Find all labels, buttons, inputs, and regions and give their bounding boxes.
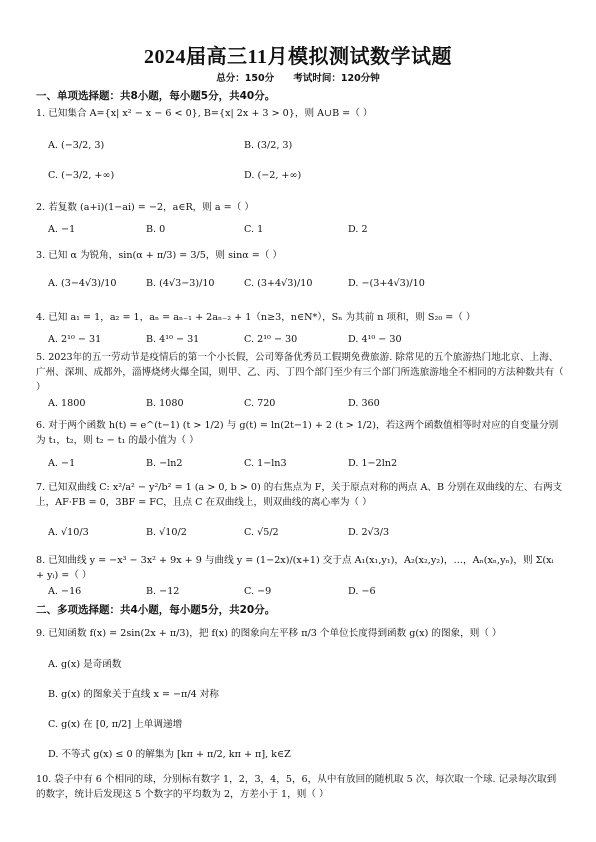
question-4: 4. 已知 a₁ = 1，a₂ = 1，aₙ = aₙ₋₁ + 2aₙ₋₂ + 1（n≥3，n∈N*），Sₙ 为其前 n 项和，则 S₂₀ =（ ） xyxy=(36,312,476,323)
q1-option-b: B. (3/2, 3) xyxy=(244,140,293,151)
question-8: 8. 已知曲线 y = −x³ − 3x² + 9x + 9 与曲线 y = (1−2x)/(x+1) 交于点 A₁(x₁,y₁)，A₂(x₂,y₂)，…，Aₙ(xₙ,yₙ)，则 Σ(xᵢ + yᵢ) =（ ） xyxy=(36,555,554,581)
q2-option-c: C. 1 xyxy=(244,224,264,235)
q1-option-c: C. (−3/2, +∞) xyxy=(48,170,115,181)
q2-option-b: B. 0 xyxy=(146,224,166,235)
q4-option-a: A. 2¹⁰ − 31 xyxy=(48,334,102,345)
question-9: 9. 已知函数 f(x) = 2sin(2x + π/3)，把 f(x) 的图象向左平移 π/3 个单位长度得到函数 g(x) 的图象，则（ ） xyxy=(36,628,502,639)
q9-option-d: D. 不等式 g(x) ≤ 0 的解集为 [kπ + π/2, kπ + π], k∈Z xyxy=(48,749,291,760)
q6-option-d: D. 1−2ln2 xyxy=(348,458,398,469)
page-title: 2024届高三11月模拟测试数学试题 xyxy=(144,46,452,68)
question-7: 7. 已知双曲线 C: x²/a² − y²/b² = 1 (a > 0, b > 0) 的右焦点为 F，关于原点对称的两点 A、B 分别在双曲线的左、右两支上，AF·FB = 0，3BF = FC，且点 C 在双曲线上，则双曲线的离心率为（ ） xyxy=(36,482,563,508)
q9-option-a: A. g(x) 是奇函数 xyxy=(48,659,122,670)
q5-option-a: A. 1800 xyxy=(48,398,86,409)
question-6: 6. 对于两个函数 h(t) = e^(t−1) (t > 1/2) 与 g(t) = ln(2t−1) + 2 (t > 1/2)，若这两个函数值相等时对应的自变量分别为 t₁，t₂，则 t₂ − t₁ 的最小值为（ ） xyxy=(36,420,559,446)
q5-option-c: C. 720 xyxy=(244,398,276,409)
question-2: 2. 若复数 (a+i)(1−ai) = −2，a∈R，则 a =（ ） xyxy=(36,202,254,213)
q1-option-a: A. (−3/2, 3) xyxy=(48,140,105,151)
q3-option-a: A. (3−4√3)/10 xyxy=(48,278,117,289)
q8-option-d: D. −6 xyxy=(348,586,376,597)
q8-option-b: B. −12 xyxy=(146,586,180,597)
section-heading-single: 一、单项选择题：共8小题，每小题5分，共40分。 xyxy=(36,90,276,102)
q3-option-c: C. (3+4√3)/10 xyxy=(244,278,313,289)
question-3: 3. 已知 α 为锐角，sin(α + π/3) = 3/5，则 sinα =（ ） xyxy=(36,250,283,261)
q6-option-b: B. −ln2 xyxy=(146,458,183,469)
section-heading-multiple: 二、多项选择题：共4小题，每小题5分，共20分。 xyxy=(36,604,276,616)
q4-option-d: D. 4¹⁰ − 30 xyxy=(348,334,402,345)
q4-option-c: C. 2¹⁰ − 30 xyxy=(244,334,298,345)
q3-option-b: B. (4√3−3)/10 xyxy=(146,278,215,289)
q3-option-d: D. −(3+4√3)/10 xyxy=(348,278,425,289)
q6-option-c: C. 1−ln3 xyxy=(244,458,287,469)
q4-option-b: B. 4¹⁰ − 31 xyxy=(146,334,200,345)
q9-option-b: B. g(x) 的图象关于直线 x = −π/4 对称 xyxy=(48,689,219,700)
question-10: 10. 袋子中有 6 个相同的球，分别标有数字 1，2，3，4，5，6，从中有放回的随机取 5 次，每次取一个球. 记录每次取到的数字，统计后发现这 5 个数字的平均数为 2，方差小于 1，则（ ） xyxy=(36,774,557,800)
q6-option-a: A. −1 xyxy=(48,458,76,469)
q9-option-c: C. g(x) 在 [0, π/2] 上单调递增 xyxy=(48,719,183,730)
q5-option-b: B. 1080 xyxy=(146,398,184,409)
q7-option-c: C. √5/2 xyxy=(244,527,279,538)
exam-info xyxy=(0,70,596,84)
q7-option-b: B. √10/2 xyxy=(146,527,187,538)
exam-time: 考试时间：120分钟 xyxy=(293,73,380,84)
q1-option-d: D. (−2, +∞) xyxy=(244,170,302,181)
q8-option-a: A. −16 xyxy=(48,586,82,597)
q7-option-a: A. √10/3 xyxy=(48,527,89,538)
q2-option-d: D. 2 xyxy=(348,224,368,235)
q2-option-a: A. −1 xyxy=(48,224,76,235)
total-score: 总分：150分 xyxy=(216,73,275,84)
q8-option-c: C. −9 xyxy=(244,586,272,597)
q7-option-d: D. 2√3/3 xyxy=(348,527,390,538)
question-1: 1. 已知集合 A={x| x² − x − 6 < 0}, B={x| 2x + 3 > 0}，则 A∪B =（ ） xyxy=(36,108,373,119)
question-5: 5. 2023年的五一劳动节是疫情后的第一个小长假，公司筹备优秀员工假期免费旅游. 除常见的五个旅游热门地北京、上海、广州、深圳、成都外，淄博烧烤火爆全国，则甲、乙、丙、丁四个部门至少有三个部门所选旅游地全不相同的方法种数共有（ ） xyxy=(36,352,564,393)
q5-option-d: D. 360 xyxy=(348,398,380,409)
